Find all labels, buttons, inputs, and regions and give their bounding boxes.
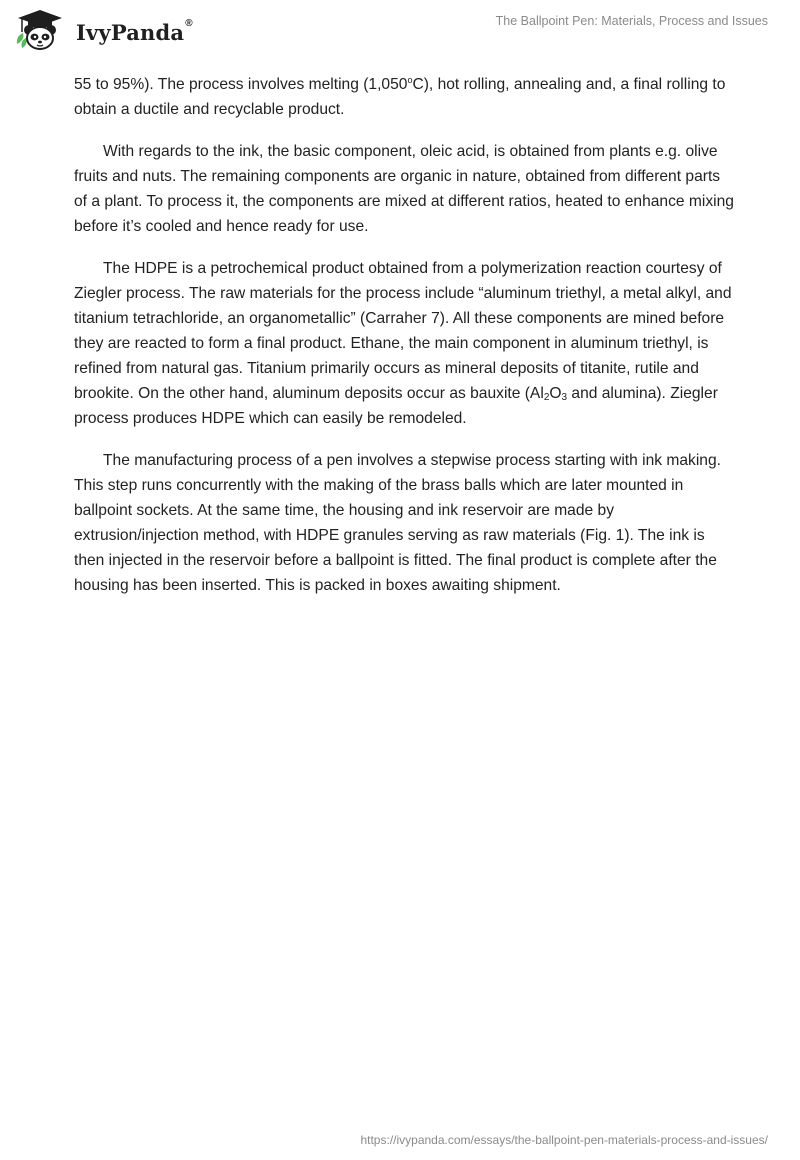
page-header bbox=[0, 0, 800, 62]
paragraph-3: The HDPE is a petrochemical product obtained from a polymerization reaction courtesy of Ziegler process. The raw materials for the process include “aluminum triethyl, a metal alkyl, and titanium tetrachloride, an organometallic” (Carraher 7). All these components are mined before they are reacted to form a final product. Ethane, the main component in aluminum triethyl, is refined from natural gas. Titanium primarily occurs as mineral deposits of titanite, rutile and brookite. On the other hand, aluminum deposits occur as bauxite ($Al_2O_3$ and alumina). Ziegler process produces HDPE which can easily be remodeled. bbox=[74, 260, 732, 427]
logo-wordmark: IvyPanda® bbox=[76, 17, 193, 45]
document-title: The Ballpoint Pen: Materials, Process and Issues bbox=[495, 14, 768, 28]
footer-source-url[interactable]: https://ivypanda.com/essays/the-ballpoint-pen-materials-process-and-issues/ bbox=[360, 1133, 768, 1147]
paragraph-4: The manufacturing process of a pen involves a stepwise process starting with ink making. This step runs concurrently with the making of the brass balls which are later mounted in ballpoint sockets. At the same time, the housing and ink reservoir are made by extrusion/injection method, with HDPE granules serving as raw materials (Fig. 1). The ink is then injected in the reservoir before a ballpoint is fitted. The final product is complete after the housing has been inserted. This is packed in boxes awaiting shipment. bbox=[74, 452, 721, 594]
panda-graduation-cap-icon bbox=[14, 8, 66, 52]
essay-body bbox=[74, 72, 734, 615]
ivypanda-logo[interactable] bbox=[14, 8, 193, 52]
paragraph-2: With regards to the ink, the basic component, oleic acid, is obtained from plants e.g. olive fruits and nuts. The remaining components are organic in nature, obtained from different parts of a plant. To process it, the components are mixed at different ratios, heated to enhance mixing before it’s cooled and hence ready for use. bbox=[74, 143, 734, 235]
paragraph-1: 55 to 95%). The process involves melting (1,050$^o$C), hot rolling, annealing and, a final rolling to obtain a ductile and recyclable product. bbox=[74, 75, 726, 118]
